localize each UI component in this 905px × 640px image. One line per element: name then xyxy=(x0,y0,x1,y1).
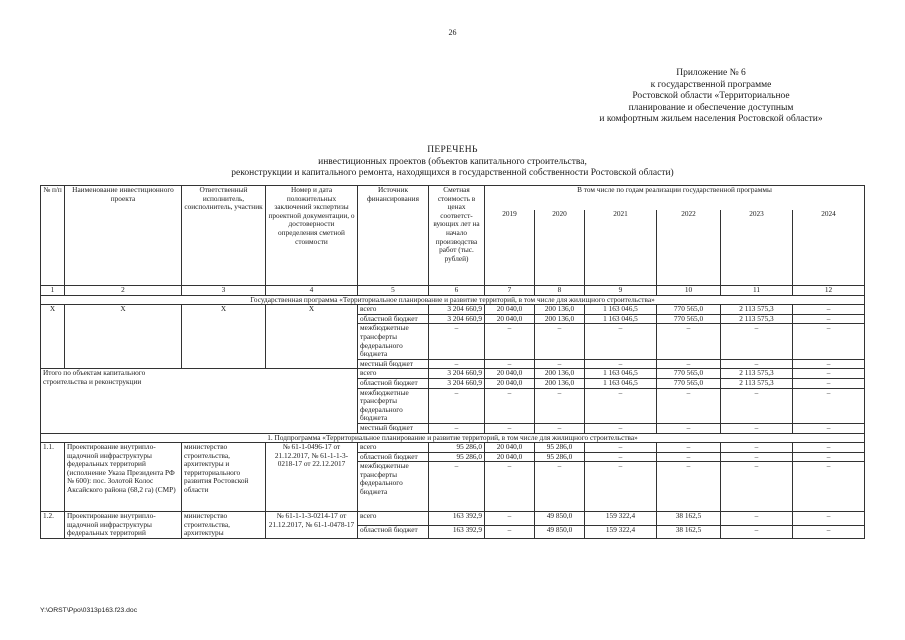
source-regional: областной бюджет xyxy=(358,452,429,462)
dash-cell: – xyxy=(721,423,793,433)
col-number: 11 xyxy=(721,286,793,296)
value-cell: 200 136,0 xyxy=(535,314,585,324)
dash-cell: – xyxy=(429,423,485,433)
value-cell: 95 286,0 xyxy=(535,452,585,462)
value-cell: 1 163 046,5 xyxy=(585,378,657,388)
value-cell: 20 040,0 xyxy=(485,314,535,324)
value-cell: – xyxy=(793,305,865,315)
title-line: инвестиционных проектов (объектов капитального строительства, xyxy=(318,156,587,167)
appendix-line: и комфортным жильем населения Ростовской области» xyxy=(599,114,823,125)
value-cell: 3 204 660,9 xyxy=(429,369,485,379)
value-cell: – xyxy=(793,525,865,538)
dash-cell: – xyxy=(793,423,865,433)
project-name: Проектирование внутрипло-щадочной инфраструктуры федеральных территорий (исполнение Указа Президента РФ № 600): пос. Золотой Колос Аксайского района (68,2 га) (СМР) xyxy=(65,443,182,512)
value-cell: 159 322,4 xyxy=(585,525,657,538)
source-total: всего xyxy=(358,369,429,379)
col-number: 2 xyxy=(65,286,182,296)
dash-cell: – xyxy=(585,324,657,359)
dash-cell: – xyxy=(485,423,535,433)
value-cell: 95 286,0 xyxy=(429,452,485,462)
value-cell: 3 204 660,9 xyxy=(429,314,485,324)
col-number: 7 xyxy=(485,286,535,296)
value-cell: – xyxy=(793,452,865,462)
col-number: 5 xyxy=(358,286,429,296)
value-cell: 95 286,0 xyxy=(535,443,585,453)
header-conclusion: Номер и дата положительных заключений экспертизы проектной документации, о достоверности определения сметной стоимости xyxy=(266,186,358,286)
source-transfers: межбюджетные трансферты федерального бюджета xyxy=(358,462,429,512)
value-cell: – xyxy=(585,452,657,462)
dash-cell: – xyxy=(657,388,721,423)
dash-cell: – xyxy=(429,359,485,369)
dash-cell: – xyxy=(485,359,535,369)
project-num: 1.1. xyxy=(41,443,65,512)
dash-cell: – xyxy=(793,462,865,512)
value-cell: 200 136,0 xyxy=(535,378,585,388)
appendix-line: Приложение № 6 xyxy=(676,68,746,78)
value-cell: – xyxy=(485,525,535,538)
dash-cell: – xyxy=(793,388,865,423)
dash-cell: – xyxy=(585,388,657,423)
dash-cell: – xyxy=(429,462,485,512)
header-year: 2019 xyxy=(485,210,535,286)
col-number: 1 xyxy=(41,286,65,296)
dash-cell: – xyxy=(429,388,485,423)
col-number: 8 xyxy=(535,286,585,296)
dash-cell: – xyxy=(485,462,535,512)
x-mark: Х xyxy=(182,305,266,369)
value-cell: – xyxy=(721,512,793,525)
dash-cell: – xyxy=(535,359,585,369)
appendix-block xyxy=(561,68,861,126)
title-line: реконструкции и капитального ремонта, находящихся в государственной собственности Ростовской области) xyxy=(231,168,674,179)
source-regional: областной бюджет xyxy=(358,378,429,388)
page-number: 26 xyxy=(448,28,457,37)
value-cell: 770 565,0 xyxy=(657,305,721,315)
dash-cell: – xyxy=(793,324,865,359)
source-transfers: межбюджетные трансферты федерального бюджета xyxy=(358,324,429,359)
title-line: ПЕРЕЧЕНЬ xyxy=(427,145,478,155)
source-transfers: межбюджетные трансферты федерального бюджета xyxy=(358,388,429,423)
project-conclusion: № 61-1-1-3-0214-17 от 21.12.2017, № 61-1-0478-17 xyxy=(266,512,358,539)
value-cell: 770 565,0 xyxy=(657,369,721,379)
dash-cell: – xyxy=(657,324,721,359)
value-cell: 20 040,0 xyxy=(485,452,535,462)
header-year: 2022 xyxy=(657,210,721,286)
source-total: всего xyxy=(358,305,429,315)
project-name: Проектирование внутрипло-щадочной инфраструктуры федеральных территорий xyxy=(65,512,182,539)
value-cell: 38 162,5 xyxy=(657,512,721,525)
appendix-line: к государственной программе xyxy=(650,79,772,90)
header-num: № п/п xyxy=(41,186,65,286)
header-source: Источник финансирования xyxy=(358,186,429,286)
value-cell: 2 113 575,3 xyxy=(721,369,793,379)
header-name: Наименование инвестиционного проекта xyxy=(65,186,182,286)
source-regional: областной бюджет xyxy=(358,314,429,324)
footer-file-path: Y:\ORST\Ppo\0313p163.f23.doc xyxy=(40,607,138,614)
dash-cell: – xyxy=(535,423,585,433)
value-cell: 95 286,0 xyxy=(429,443,485,453)
dash-cell: – xyxy=(721,324,793,359)
project-executor: министерство строительства, архитектуры xyxy=(182,512,266,539)
value-cell: 20 040,0 xyxy=(485,443,535,453)
dash-cell: – xyxy=(585,423,657,433)
value-cell: – xyxy=(657,443,721,453)
value-cell: – xyxy=(793,378,865,388)
header-year: 2024 xyxy=(793,210,865,286)
subprogram-title: 1. Подпрограмма «Территориальное планирование и развитие территорий, в том числе для жилищного строительства» xyxy=(41,433,865,443)
dash-cell: – xyxy=(657,359,721,369)
value-cell: – xyxy=(721,452,793,462)
col-number: 10 xyxy=(657,286,721,296)
value-cell: – xyxy=(657,452,721,462)
dash-cell: – xyxy=(721,359,793,369)
dash-cell: – xyxy=(429,324,485,359)
value-cell: – xyxy=(721,443,793,453)
value-cell: 163 392,9 xyxy=(429,512,485,525)
col-number: 12 xyxy=(793,286,865,296)
dash-cell: – xyxy=(721,388,793,423)
dash-cell: – xyxy=(535,388,585,423)
value-cell: 20 040,0 xyxy=(485,369,535,379)
project-conclusion: № 61-1-0496-17 от 21.12.2017, № 61-1-1-3-0218-17 от 22.12.2017 xyxy=(266,443,358,512)
empty-cell xyxy=(182,369,266,433)
source-local: местный бюджет xyxy=(358,423,429,433)
header-year: 2023 xyxy=(721,210,793,286)
value-cell: 1 163 046,5 xyxy=(585,314,657,324)
x-mark: Х xyxy=(41,305,65,369)
value-cell: 2 113 575,3 xyxy=(721,314,793,324)
project-num: 1.2. xyxy=(41,512,65,539)
document-title xyxy=(0,145,905,180)
value-cell: 38 162,5 xyxy=(657,525,721,538)
value-cell: 2 113 575,3 xyxy=(721,305,793,315)
value-cell: 163 392,9 xyxy=(429,525,485,538)
appendix-line: планирование и обеспечение доступным xyxy=(628,102,794,113)
col-number: 6 xyxy=(429,286,485,296)
value-cell: 1 163 046,5 xyxy=(585,369,657,379)
dash-cell: – xyxy=(485,388,535,423)
header-cost: Сметная стоимость в ценах соответст-вующих лет на начало производства работ (тыс. рублей) xyxy=(429,186,485,286)
empty-cell xyxy=(266,369,358,433)
source-total: всего xyxy=(358,443,429,453)
value-cell: 49 850,0 xyxy=(535,525,585,538)
source-regional: областной бюджет xyxy=(358,525,429,538)
capital-totals-label: Итого по объектам капитального строительства и реконструкции xyxy=(41,369,182,433)
value-cell: – xyxy=(585,443,657,453)
value-cell: – xyxy=(793,369,865,379)
value-cell: 20 040,0 xyxy=(485,378,535,388)
dash-cell: – xyxy=(793,359,865,369)
x-mark: Х xyxy=(266,305,358,369)
dash-cell: – xyxy=(535,462,585,512)
dash-cell: – xyxy=(585,359,657,369)
value-cell: 20 040,0 xyxy=(485,305,535,315)
value-cell: 49 850,0 xyxy=(535,512,585,525)
dash-cell: – xyxy=(657,423,721,433)
value-cell: – xyxy=(793,443,865,453)
x-mark: Х xyxy=(65,305,182,369)
value-cell: 770 565,0 xyxy=(657,378,721,388)
dash-cell: – xyxy=(721,462,793,512)
value-cell: 2 113 575,3 xyxy=(721,378,793,388)
value-cell: 200 136,0 xyxy=(535,369,585,379)
source-total: всего xyxy=(358,512,429,525)
dash-cell: – xyxy=(657,462,721,512)
header-years-group: В том числе по годам реализации государственной программы xyxy=(485,186,865,210)
header-year: 2020 xyxy=(535,210,585,286)
source-local: местный бюджет xyxy=(358,359,429,369)
value-cell: 1 163 046,5 xyxy=(585,305,657,315)
dash-cell: – xyxy=(535,324,585,359)
value-cell: 770 565,0 xyxy=(657,314,721,324)
appendix-line: Ростовской области «Территориальное xyxy=(632,91,790,102)
col-number: 4 xyxy=(266,286,358,296)
state-program-title: Государственная программа «Территориальное планирование и развитие территорий, в том числе для жилищного строительства» xyxy=(41,295,865,305)
dash-cell: – xyxy=(585,462,657,512)
project-executor: министерство строительства, архитектуры и территориального развития Ростовской области xyxy=(182,443,266,512)
value-cell: 200 136,0 xyxy=(535,305,585,315)
dash-cell: – xyxy=(485,324,535,359)
header-year: 2021 xyxy=(585,210,657,286)
value-cell: – xyxy=(721,525,793,538)
header-executor: Ответственный исполнитель, соисполнитель, участник xyxy=(182,186,266,286)
investment-projects-table xyxy=(40,185,865,539)
value-cell: 3 204 660,9 xyxy=(429,378,485,388)
value-cell: 159 322,4 xyxy=(585,512,657,525)
value-cell: 3 204 660,9 xyxy=(429,305,485,315)
col-number: 3 xyxy=(182,286,266,296)
value-cell: – xyxy=(485,512,535,525)
value-cell: – xyxy=(793,314,865,324)
col-number: 9 xyxy=(585,286,657,296)
value-cell: – xyxy=(793,512,865,525)
